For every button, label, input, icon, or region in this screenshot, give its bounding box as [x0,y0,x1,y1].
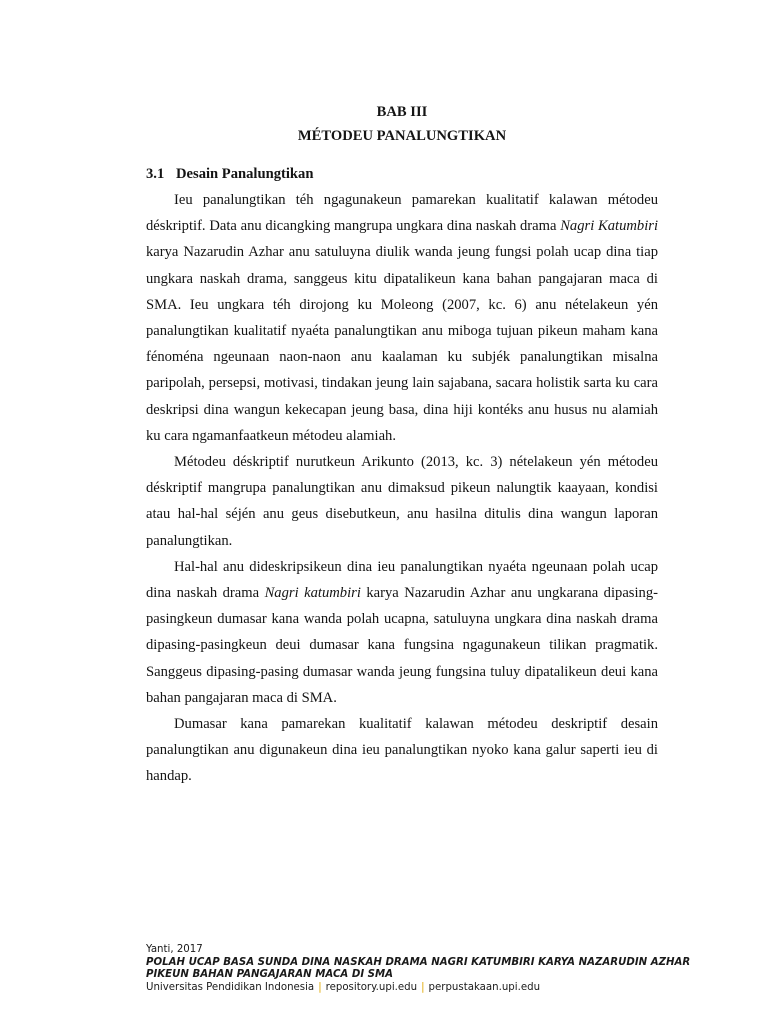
footer-title-line-1: POLAH UCAP BASA SUNDA DINA NASKAH DRAMA NAGRI KATUMBIRI KARYA NAZARUDIN AZHAR [146,956,691,968]
footer-author-year: Yanti, 2017 [146,944,203,955]
chapter-number: BAB III [376,104,428,120]
footer-title-line-2: PIKEUN BAHAN PANGAJARAN MACA DI SMA [146,969,394,981]
body-paragraph [146,554,658,711]
footer-library-link[interactable]: perpustakaan.upi.edu [428,981,541,993]
document-body [146,100,658,790]
paragraph-text: karya Nazarudin Azhar anu ungkarana dipasing-pasingkeun dumasar kana wanda polah ucapna, satuluyna ungkara dina naskah drama dipasing-pasingkeun deui dumasar kana fungsina ngagunakeun tilikan pragmatik. Sanggeus dipasing-pasing dumasar wanda jeung fungsina tuluy dipatalikeun deui kana bahan pangajaran maca di SMA. [146,585,658,706]
footer-repository-link[interactable]: repository.upi.edu [325,981,418,993]
italic-title-text: Nagri katumbiri [264,585,361,602]
section-number: 3.1 [146,166,165,182]
paragraph-text: Dumasar kana pamarekan kualitatif kalawan métodeu deskriptif desain panalungtikan anu digunakeun dina ieu panalungtikan nyoko kana galur saperti ieu di handap. [146,716,658,785]
body-paragraph [146,449,658,554]
italic-title-text: Nagri Katumbiri [560,218,658,235]
chapter-title: MÉTODEU PANALUNGTIKAN [297,128,507,144]
paragraph-text: Métodeu déskriptif nurutkeun Arikunto (2013, kc. 3) nételakeun yén métodeu déskriptif mangrupa panalungtikan anu dimaksud pikeun nalungtik kaayaan, kondisi atau hal-hal séjén anu geus disebutkeun, anu hasilna ditulis dina wangun laporan panalungtikan. [146,454,658,549]
page-footer [146,944,706,994]
section-title: Desain Panalungtikan [176,166,314,182]
paragraph-list [146,187,658,790]
section-heading [146,161,658,187]
paragraph-text: karya Nazarudin Azhar anu satuluyna diulik wanda jeung fungsi polah ucap dina tiap ungkara naskah drama, sanggeus kitu dipatalikeun kana bahan pangajaran maca di SMA. Ieu ungkara téh dirojong ku Moleong (2007, kc. 6) anu nételakeun yén panalungtikan kualitatif nyaéta panalungtikan anu miboga tujuan pikeun maham kana fénoména ngeunaan naon-naon anu kaalaman ku subjék panalungtikan misalna paripolah, persepsi, motivasi, tindakan jeung lain sajabana, sacara holistik sarta ku cara deskripsi dina wangun kekecapan jeung basa, dina hiji kontéks anu husus nu alamiah ku cara ngamanfaatkeun métodeu alamiah. [146,244,658,444]
footer-institution: Universitas Pendidikan Indonesia [146,981,315,993]
body-paragraph [146,187,658,449]
paragraph-text: Ieu panalungtikan téh ngagunakeun pamarekan kualitatif kalawan métodeu déskriptif. Data anu dicangking mangrupa ungkara dina naskah drama [146,192,658,235]
footer-separator: | [318,981,322,993]
body-paragraph [146,711,658,790]
paragraph-text: Hal-hal anu dideskripsikeun dina ieu panalungtikan nyaéta ngeunaan polah ucap dina naskah drama [146,558,658,602]
footer-separator: | [421,981,425,993]
